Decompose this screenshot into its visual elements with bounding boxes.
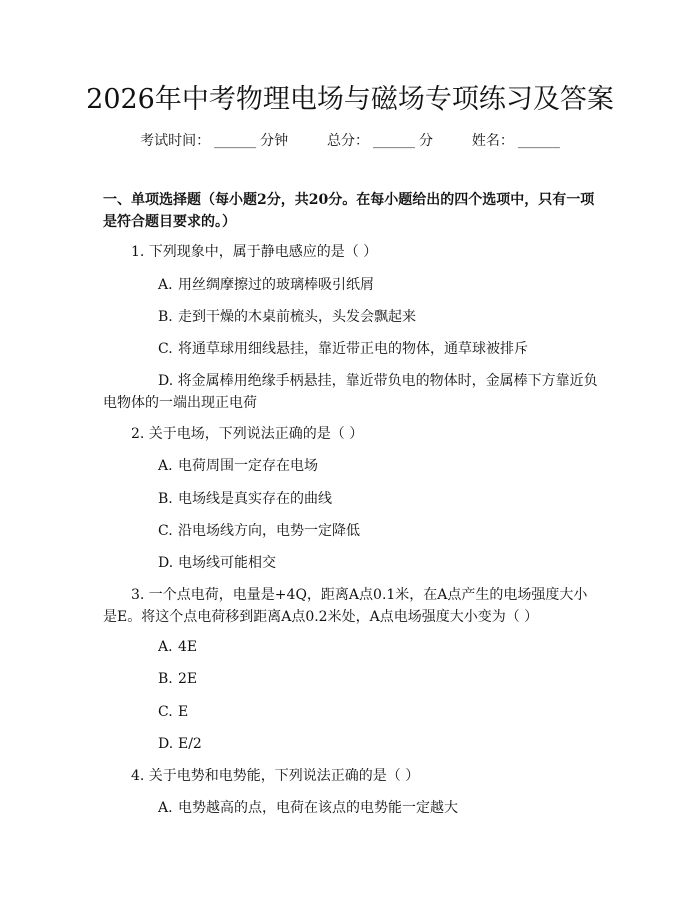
option-label: A. <box>158 277 173 293</box>
option-label: D. <box>158 555 174 571</box>
question-2-stem: 2. 关于电场，下列说法正确的是（ ） <box>131 426 364 442</box>
name-blank: ______ <box>517 133 560 149</box>
question-1-option-c <box>158 338 598 360</box>
exam-meta-line <box>0 130 700 152</box>
option-text: 电荷周围一定存在电场 <box>178 458 318 474</box>
option-text: 电势越高的点，电荷在该点的电势能一定越大 <box>178 800 458 816</box>
question-1-stem: 1. 下列现象中，属于静电感应的是（ ） <box>131 244 378 260</box>
option-label: A. <box>158 639 173 655</box>
option-label: B. <box>158 671 173 687</box>
time-unit: 分钟 <box>260 133 289 149</box>
option-text: 用丝绸摩擦过的玻璃棒吸引纸屑 <box>178 277 374 293</box>
question-4-option-a <box>158 797 598 819</box>
score-blank: ______ <box>373 133 415 149</box>
question-3-option-a <box>158 636 598 658</box>
question-1-option-b <box>158 306 598 328</box>
option-text: E <box>178 704 189 720</box>
option-label: A. <box>158 800 173 816</box>
option-text: 走到干燥的木桌前梳头，头发会飘起来 <box>178 309 416 325</box>
score-unit: 分 <box>419 133 433 149</box>
question-2-option-d <box>158 552 598 574</box>
option-text: 将金属棒用绝缘手柄悬挂，靠近带负电的物体时，金属棒下方靠近负电物体的一端出现正电荷 <box>103 373 598 411</box>
option-text: 4E <box>178 639 198 655</box>
question-3-stem: 3. 一个点电荷，电量是+4Q，距离A点0.1米，在A点产生的电场强度大小是E。将这个点电荷移到距离A点0.2米处，A点电场强度大小变为（ ） <box>103 587 588 625</box>
question-2-option-c <box>158 520 598 542</box>
option-label: C. <box>158 341 173 357</box>
section-heading: 一、单项选择题（每小题2分，共20分。在每小题给出的四个选项中，只有一项是符合题目要求的。） <box>103 192 595 230</box>
option-label: A. <box>158 458 173 474</box>
question-1-option-d <box>103 370 600 414</box>
option-text: E/2 <box>178 736 202 752</box>
option-label: D. <box>158 736 174 752</box>
option-label: C. <box>158 523 173 539</box>
score-label: 总分： <box>327 133 369 149</box>
option-text: 2E <box>178 671 198 687</box>
option-text: 电场线可能相交 <box>178 555 276 571</box>
option-text: 电场线是真实存在的曲线 <box>178 491 332 507</box>
option-text: 沿电场线方向，电势一定降低 <box>178 523 360 539</box>
question-3-option-d <box>158 733 598 755</box>
option-text: 将通草球用细线悬挂，靠近带正电的物体，通草球被排斥 <box>178 341 528 357</box>
document-title: 2026年中考物理电场与磁场专项练习及答案 <box>86 84 614 115</box>
time-label: 考试时间： <box>140 133 211 149</box>
question-3-option-b <box>158 668 598 690</box>
option-label: C. <box>158 704 173 720</box>
option-label: D. <box>158 373 174 389</box>
question-1-option-a <box>158 274 598 296</box>
question-4-stem: 4. 关于电势和电势能，下列说法正确的是（ ） <box>131 768 420 784</box>
option-label: B. <box>158 491 173 507</box>
question-2-option-b <box>158 488 598 510</box>
name-label: 姓名： <box>471 133 514 149</box>
question-2-option-a <box>158 455 598 477</box>
question-3-option-c <box>158 701 598 723</box>
option-label: B. <box>158 309 173 325</box>
time-blank: ______ <box>214 133 257 149</box>
